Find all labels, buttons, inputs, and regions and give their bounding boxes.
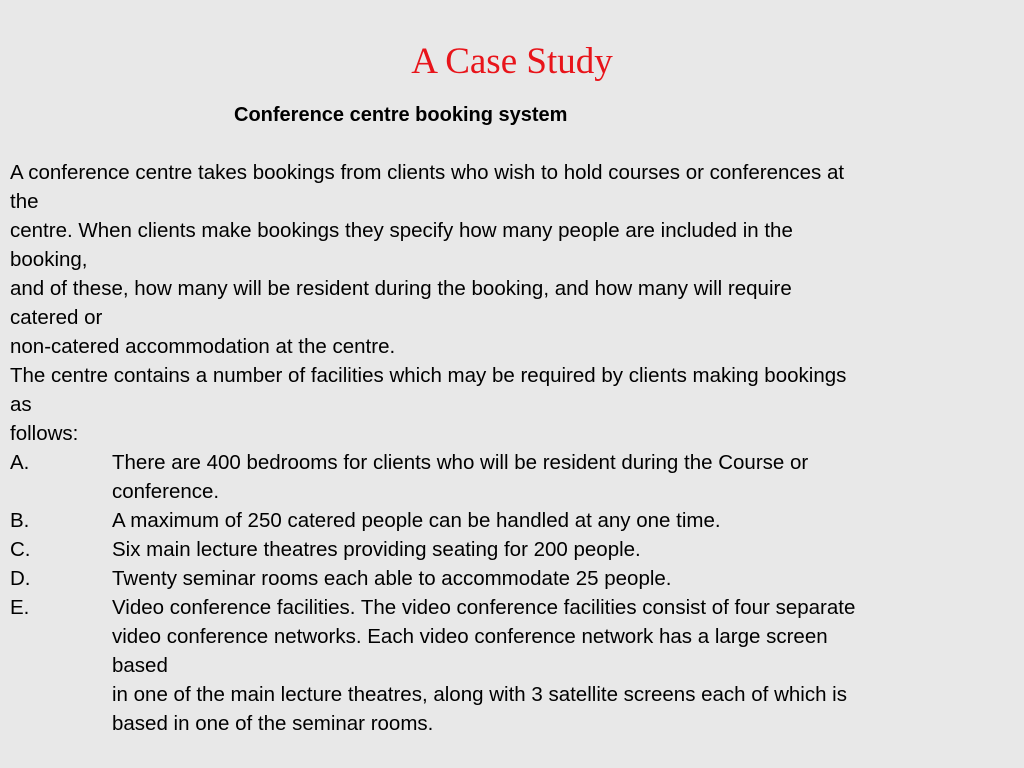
slide-subtitle: Conference centre booking system: [234, 104, 568, 126]
item-text: [10, 564, 1015, 593]
item-line: Six main lecture theatres providing seating for 200 people.: [112, 538, 641, 561]
item-letter: D.: [10, 567, 31, 590]
intro-line: The centre contains a number of facilities which may be required by clients making bookings: [10, 364, 847, 387]
intro-line: the: [10, 190, 39, 213]
item-text: [10, 506, 1015, 535]
intro-paragraph: [10, 158, 1015, 448]
facility-item-e: [10, 593, 1015, 738]
intro-line: A conference centre takes bookings from clients who wish to hold courses or conferences at: [10, 161, 845, 184]
item-letter: A.: [10, 451, 30, 474]
intro-line: booking,: [10, 248, 88, 271]
item-line: conference.: [112, 480, 220, 503]
item-line: There are 400 bedrooms for clients who will be resident during the Course or: [112, 451, 809, 474]
item-letter: B.: [10, 509, 30, 532]
slide-body: [10, 158, 1015, 738]
facility-item-a: [10, 448, 1015, 506]
item-line: in one of the main lecture theatres, along with 3 satellite screens each of which is: [112, 683, 847, 706]
facility-item-d: [10, 564, 1015, 593]
facility-item-c: [10, 535, 1015, 564]
intro-line: as: [10, 393, 32, 416]
slide-title: A Case Study: [411, 41, 613, 82]
item-line: video conference networks. Each video conference network has a large screen: [112, 625, 828, 648]
item-line: A maximum of 250 catered people can be handled at any one time.: [112, 509, 721, 532]
intro-line: catered or: [10, 306, 103, 329]
item-letter: E.: [10, 596, 30, 619]
facility-item-b: [10, 506, 1015, 535]
item-line: based: [112, 654, 168, 677]
item-text: [10, 593, 1015, 738]
item-line: based in one of the seminar rooms.: [112, 712, 434, 735]
item-letter: C.: [10, 538, 31, 561]
intro-line: non-catered accommodation at the centre.: [10, 335, 396, 358]
item-line: Twenty seminar rooms each able to accommodate 25 people.: [112, 567, 672, 590]
item-text: [10, 448, 1015, 506]
item-line: Video conference facilities. The video conference facilities consist of four separate: [112, 596, 856, 619]
intro-line: follows:: [10, 422, 79, 445]
intro-line: centre. When clients make bookings they specify how many people are included in the: [10, 219, 793, 242]
item-text: [10, 535, 1015, 564]
intro-line: and of these, how many will be resident during the booking, and how many will require: [10, 277, 792, 300]
